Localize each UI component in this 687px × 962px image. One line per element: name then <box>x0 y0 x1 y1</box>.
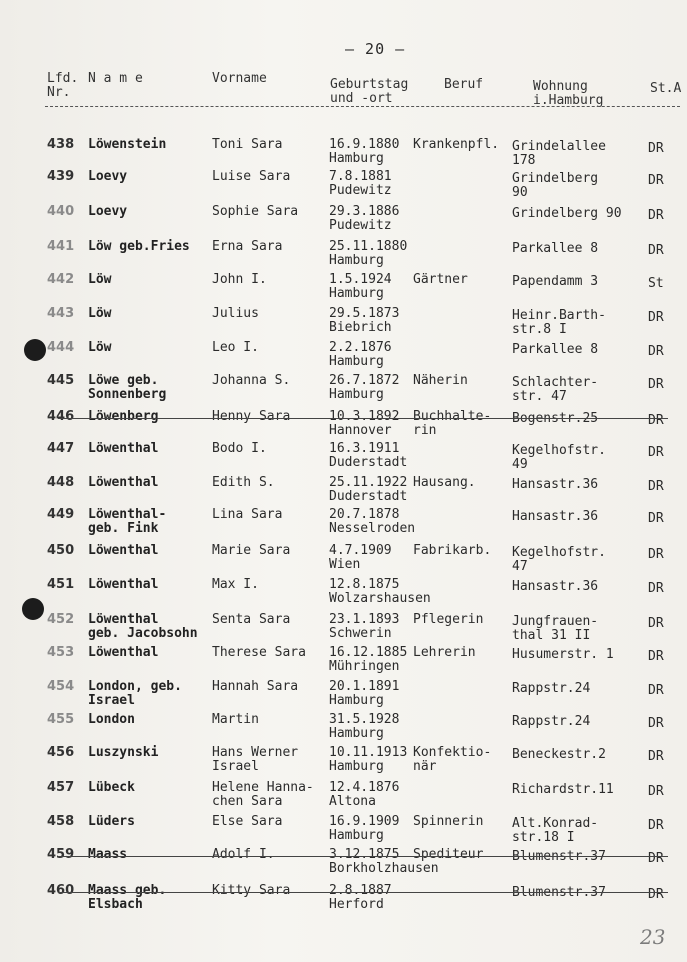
first-name: Adolf I. <box>212 847 275 862</box>
first-name: Israel <box>212 759 259 774</box>
first-name: Henny Sara <box>212 409 291 424</box>
address: Alt.Konrad- <box>512 816 599 831</box>
punch-hole-bottom <box>22 598 44 620</box>
surname: Löwenthal <box>88 475 159 490</box>
surname: Löw <box>88 272 112 287</box>
address: Parkallee 8 <box>512 241 599 256</box>
row-number: 448 <box>47 475 75 490</box>
citizenship-status: DR <box>648 683 664 698</box>
surname: Löwenberg <box>88 409 159 424</box>
occupation: Lehrerin <box>413 645 476 660</box>
row-number: 446 <box>47 409 75 424</box>
first-name: Senta Sara <box>212 612 291 627</box>
header-wohnung: Wohnung i.Hamburg <box>533 79 604 108</box>
address: Beneckestr.2 <box>512 747 606 762</box>
birth-date-place: 4.7.1909 <box>329 543 392 558</box>
strikethrough-line <box>58 418 668 419</box>
birth-date-place: 7.8.1881 <box>329 169 392 184</box>
header-lfd-nr: Lfd. Nr. <box>47 71 79 100</box>
row-number: 443 <box>47 306 75 321</box>
row-number: 440 <box>47 204 75 219</box>
citizenship-status: DR <box>648 377 664 392</box>
birth-date-place: 12.4.1876 <box>329 780 400 795</box>
first-name: John I. <box>212 272 267 287</box>
header-name: N a m e <box>88 71 143 86</box>
birth-date-place: 29.5.1873 <box>329 306 400 321</box>
address: Hansastr.36 <box>512 477 599 492</box>
row-number: 445 <box>47 373 75 388</box>
birth-date-place: Altona <box>329 794 376 809</box>
first-name: Hans Werner <box>212 745 299 760</box>
surname: Elsbach <box>88 897 143 912</box>
surname: Lübeck <box>88 780 135 795</box>
birth-date-place: Duderstadt <box>329 489 408 504</box>
surname: Sonnenberg <box>88 387 167 402</box>
first-name: Bodo I. <box>212 441 267 456</box>
surname: Löwenthal <box>88 543 159 558</box>
occupation: när <box>413 759 437 774</box>
citizenship-status: DR <box>648 784 664 799</box>
citizenship-status: DR <box>648 851 664 866</box>
occupation: Hausang. <box>413 475 476 490</box>
birth-date-place: 12.8.1875 <box>329 577 400 592</box>
row-number: 458 <box>47 814 75 829</box>
address: Rappstr.24 <box>512 714 591 729</box>
occupation: Gärtner <box>413 272 468 287</box>
occupation: Näherin <box>413 373 468 388</box>
address: Jungfrauen- <box>512 614 599 629</box>
first-name: Hannah Sara <box>212 679 299 694</box>
surname: Israel <box>88 693 135 708</box>
birth-date-place: 16.9.1880 <box>329 137 400 152</box>
surname: Löw geb.Fries <box>88 239 190 254</box>
row-number: 451 <box>47 577 75 592</box>
citizenship-status: DR <box>648 310 664 325</box>
citizenship-status: DR <box>648 243 664 258</box>
birth-date-place: 20.1.1891 <box>329 679 400 694</box>
citizenship-status: DR <box>648 208 664 223</box>
strikethrough-line <box>58 856 668 857</box>
first-name: Helene Hanna- <box>212 780 314 795</box>
row-number: 456 <box>47 745 75 760</box>
birth-date-place: Schwerin <box>329 626 392 641</box>
birth-date-place: 10.11.1913 <box>329 745 408 760</box>
first-name: Toni Sara <box>212 137 283 152</box>
occupation: Spinnerin <box>413 814 484 829</box>
address: Schlachter- <box>512 375 599 390</box>
birth-date-place: Hamburg <box>329 759 384 774</box>
citizenship-status: DR <box>648 547 664 562</box>
surname: Löwe geb. <box>88 373 159 388</box>
header-divider <box>45 106 680 107</box>
surname: geb. Fink <box>88 521 159 536</box>
birth-date-place: Borkholzhausen <box>329 861 439 876</box>
strikethrough-line <box>58 892 668 893</box>
occupation: Spediteur <box>413 847 484 862</box>
row-number: 439 <box>47 169 75 184</box>
occupation: Konfektio- <box>413 745 492 760</box>
row-number: 457 <box>47 780 75 795</box>
birth-date-place: Duderstadt <box>329 455 408 470</box>
address: Rappstr.24 <box>512 681 591 696</box>
surname: Loevy <box>88 204 128 219</box>
birth-date-place: 16.3.1911 <box>329 441 400 456</box>
address: Kegelhofstr. <box>512 443 606 458</box>
surname: Löw <box>88 340 112 355</box>
occupation: Fabrikarb. <box>413 543 492 558</box>
occupation: Buchhalte- <box>413 409 492 424</box>
row-number: 449 <box>47 507 75 522</box>
birth-date-place: Hamburg <box>329 726 384 741</box>
birth-date-place: 10.3.1892 <box>329 409 400 424</box>
row-number: 460 <box>47 883 75 898</box>
address: Kegelhofstr. <box>512 545 606 560</box>
address: Grindelberg 90 <box>512 206 622 221</box>
address: Parkallee 8 <box>512 342 599 357</box>
surname: geb. Jacobsohn <box>88 626 198 641</box>
address: Blumenstr.37 <box>512 849 606 864</box>
citizenship-status: DR <box>648 616 664 631</box>
address: str. 47 <box>512 389 567 404</box>
citizenship-status: DR <box>648 716 664 731</box>
first-name: Therese Sara <box>212 645 306 660</box>
birth-date-place: Biebrich <box>329 320 392 335</box>
citizenship-status: DR <box>648 445 664 460</box>
header-geburtstag: Geburtstag und -ort <box>330 77 409 106</box>
address: Blumenstr.37 <box>512 885 606 900</box>
header-st: St.A <box>650 81 682 96</box>
punch-hole-top <box>24 339 46 361</box>
birth-date-place: 25.11.1880 <box>329 239 408 254</box>
citizenship-status: DR <box>648 141 664 156</box>
occupation: Pflegerin <box>413 612 484 627</box>
birth-date-place: Wolzarshausen <box>329 591 431 606</box>
address: str.8 I <box>512 322 567 337</box>
surname: Luszynski <box>88 745 159 760</box>
birth-date-place: Mühringen <box>329 659 400 674</box>
citizenship-status: DR <box>648 649 664 664</box>
citizenship-status: St <box>648 276 664 291</box>
surname: Loevy <box>88 169 128 184</box>
citizenship-status: DR <box>648 749 664 764</box>
header-beruf: Beruf <box>444 77 484 92</box>
first-name: Edith S. <box>212 475 275 490</box>
birth-date-place: 2.2.1876 <box>329 340 392 355</box>
citizenship-status: DR <box>648 818 664 833</box>
row-number: 450 <box>47 543 75 558</box>
birth-date-place: 23.1.1893 <box>329 612 400 627</box>
birth-date-place: 26.7.1872 <box>329 373 400 388</box>
first-name: Leo I. <box>212 340 259 355</box>
row-number: 441 <box>47 239 75 254</box>
birth-date-place: Hamburg <box>329 387 384 402</box>
citizenship-status: DR <box>648 511 664 526</box>
citizenship-status: DR <box>648 344 664 359</box>
birth-date-place: Pudewitz <box>329 183 392 198</box>
row-number: 447 <box>47 441 75 456</box>
citizenship-status: DR <box>648 581 664 596</box>
surname: Maass geb. <box>88 883 167 898</box>
first-name: chen Sara <box>212 794 283 809</box>
birth-date-place: Hamburg <box>329 286 384 301</box>
surname: London <box>88 712 135 727</box>
first-name: Luise Sara <box>212 169 291 184</box>
surname: Löwenstein <box>88 137 167 152</box>
page-number: – 20 – <box>345 40 406 58</box>
birth-date-place: Hamburg <box>329 693 384 708</box>
row-number: 459 <box>47 847 75 862</box>
address: 90 <box>512 185 528 200</box>
birth-date-place: 31.5.1928 <box>329 712 400 727</box>
handwritten-folio: 23 <box>640 925 666 949</box>
first-name: Martin <box>212 712 259 727</box>
row-number: 454 <box>47 679 75 694</box>
citizenship-status: DR <box>648 887 664 902</box>
birth-date-place: Hamburg <box>329 151 384 166</box>
birth-date-place: Hamburg <box>329 354 384 369</box>
birth-date-place: Wien <box>329 557 361 572</box>
address: Richardstr.11 <box>512 782 614 797</box>
birth-date-place: 20.7.1878 <box>329 507 400 522</box>
surname: Löwenthal <box>88 645 159 660</box>
first-name: Else Sara <box>212 814 283 829</box>
birth-date-place: 1.5.1924 <box>329 272 392 287</box>
row-number: 455 <box>47 712 75 727</box>
address: 49 <box>512 457 528 472</box>
citizenship-status: DR <box>648 479 664 494</box>
surname: London, geb. <box>88 679 182 694</box>
address: 178 <box>512 153 536 168</box>
address: thal 31 II <box>512 628 591 643</box>
birth-date-place: Hannover <box>329 423 392 438</box>
birth-date-place: 16.12.1885 <box>329 645 408 660</box>
address: 47 <box>512 559 528 574</box>
address: Husumerstr. 1 <box>512 647 614 662</box>
occupation: Krankenpfl. <box>413 137 500 152</box>
first-name: Julius <box>212 306 259 321</box>
birth-date-place: Hamburg <box>329 253 384 268</box>
surname: Löwenthal <box>88 441 159 456</box>
surname: Löwenthal <box>88 577 159 592</box>
address: Bogenstr.25 <box>512 411 599 426</box>
first-name: Kitty Sara <box>212 883 291 898</box>
first-name: Johanna S. <box>212 373 291 388</box>
birth-date-place: 3.12.1875 <box>329 847 400 862</box>
surname: Löwenthal <box>88 612 159 627</box>
birth-date-place: 16.9.1909 <box>329 814 400 829</box>
surname: Löwenthal- <box>88 507 167 522</box>
surname: Löw <box>88 306 112 321</box>
first-name: Erna Sara <box>212 239 283 254</box>
address: str.18 I <box>512 830 575 845</box>
address: Grindelberg <box>512 171 599 186</box>
first-name: Lina Sara <box>212 507 283 522</box>
row-number: 452 <box>47 612 75 627</box>
birth-date-place: 29.3.1886 <box>329 204 400 219</box>
address: Heinr.Barth- <box>512 308 606 323</box>
row-number: 442 <box>47 272 75 287</box>
row-number: 453 <box>47 645 75 660</box>
birth-date-place: 25.11.1922 <box>329 475 408 490</box>
address: Hansastr.36 <box>512 579 599 594</box>
birth-date-place: Hamburg <box>329 828 384 843</box>
birth-date-place: Nesselroden <box>329 521 416 536</box>
first-name: Marie Sara <box>212 543 291 558</box>
row-number: 438 <box>47 137 75 152</box>
birth-date-place: 2.8.1887 <box>329 883 392 898</box>
first-name: Max I. <box>212 577 259 592</box>
address: Papendamm 3 <box>512 274 599 289</box>
occupation: rin <box>413 423 437 438</box>
birth-date-place: Pudewitz <box>329 218 392 233</box>
surname: Lüders <box>88 814 135 829</box>
row-number: 444 <box>47 340 75 355</box>
birth-date-place: Herford <box>329 897 384 912</box>
surname: Maass <box>88 847 128 862</box>
address: Grindelallee <box>512 139 606 154</box>
citizenship-status: DR <box>648 173 664 188</box>
header-vorname: Vorname <box>212 71 267 86</box>
address: Hansastr.36 <box>512 509 599 524</box>
first-name: Sophie Sara <box>212 204 299 219</box>
citizenship-status: DR <box>648 413 664 428</box>
